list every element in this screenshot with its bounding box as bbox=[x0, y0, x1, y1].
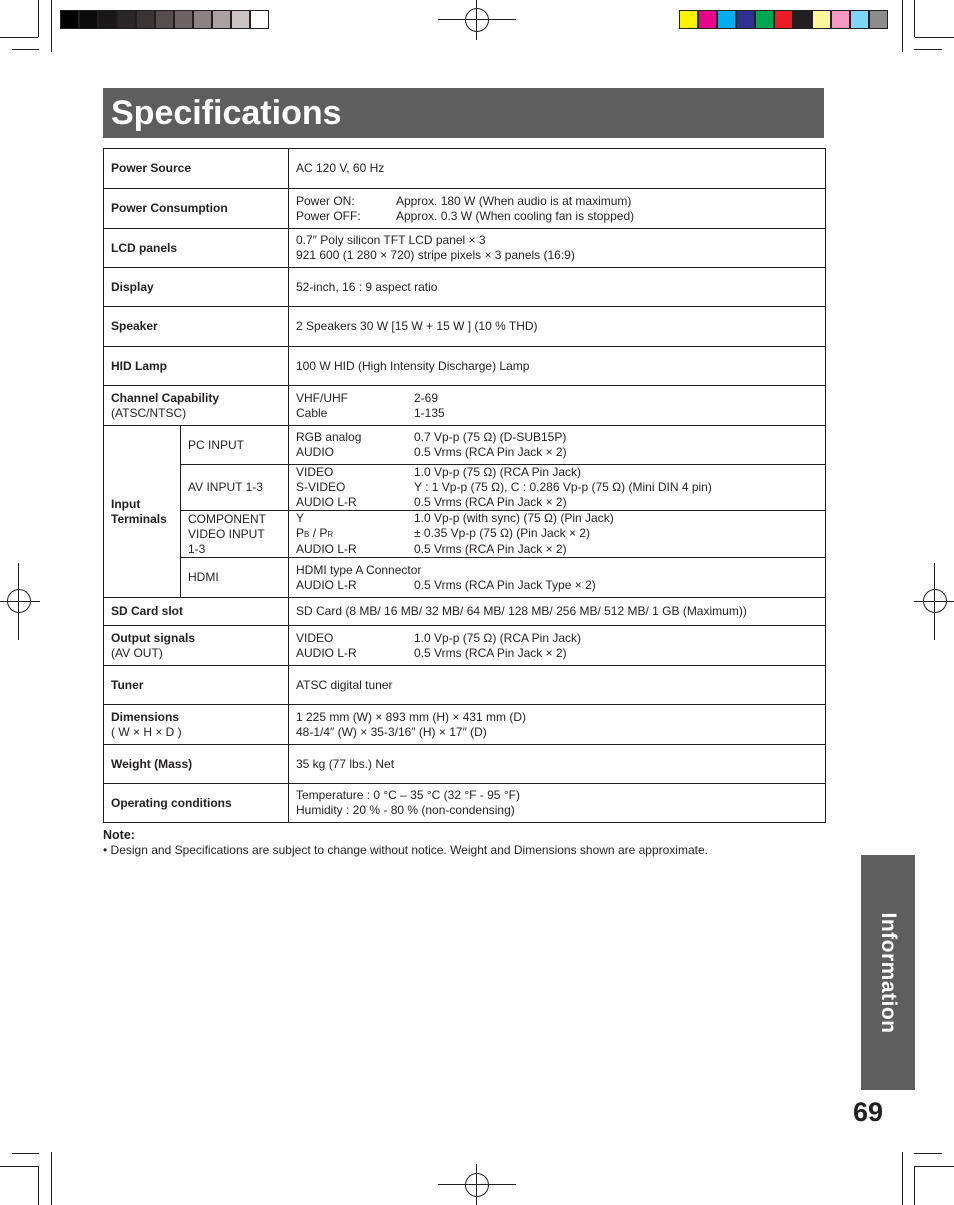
spec-value-key: PB / PR bbox=[296, 526, 334, 540]
spec-value-key: ATSC digital tuner bbox=[296, 677, 393, 692]
spec-value-text: 0.5 Vrms (RCA Pin Jack × 2) bbox=[414, 542, 567, 556]
spec-value-line bbox=[296, 161, 818, 176]
spec-value-line bbox=[296, 430, 818, 445]
spec-value-key: AUDIO L-R bbox=[296, 577, 357, 592]
spec-value-line bbox=[296, 445, 818, 460]
spec-label: SD Card slot bbox=[111, 604, 184, 618]
color-swatch bbox=[869, 10, 888, 29]
color-swatch bbox=[193, 10, 212, 29]
input-terminal-row bbox=[104, 426, 826, 465]
spec-value-key: 0.7″ Poly silicon TFT LCD panel × 3 bbox=[296, 233, 486, 247]
spec-value-line bbox=[296, 280, 818, 295]
spec-value-key: HDMI type A Connector bbox=[296, 562, 422, 577]
spec-value-line bbox=[296, 406, 818, 421]
spec-row bbox=[104, 268, 826, 307]
spec-value-key: 48-1/4″ (W) × 35-3/16″ (H) × 17″ (D) bbox=[296, 724, 487, 739]
spec-value-key: VHF/UHF bbox=[296, 390, 348, 405]
input-name: COMPONENT bbox=[188, 511, 266, 526]
spec-value-line bbox=[296, 578, 818, 593]
spec-label: Dimensions bbox=[111, 709, 180, 724]
spec-row bbox=[104, 745, 826, 784]
spec-value-key: AUDIO L-R bbox=[296, 495, 357, 509]
color-swatch bbox=[250, 10, 269, 29]
spec-value-cell bbox=[289, 426, 826, 465]
spec-value-line bbox=[296, 542, 818, 557]
spec-value-key: Temperature : 0 °C – 35 °C (32 °F - 95 °F) bbox=[296, 788, 520, 802]
spec-value-key: AUDIO L-R bbox=[296, 542, 357, 556]
spec-label-cell bbox=[104, 386, 289, 426]
color-swatch bbox=[850, 10, 869, 29]
spec-row bbox=[104, 189, 826, 229]
spec-value-key: 35 kg (77 lbs.) Net bbox=[296, 756, 395, 771]
spec-label-cell bbox=[104, 626, 289, 666]
spec-value-key: 100 W HID (High Intensity Discharge) Lamp bbox=[296, 358, 530, 373]
spec-label: Operating conditions bbox=[111, 795, 232, 810]
spec-label-cell bbox=[104, 189, 289, 229]
spec-value-text: Approx. 180 W (When audio is at maximum) bbox=[396, 193, 632, 208]
spec-value-key: Cable bbox=[296, 405, 328, 420]
spec-value-text: 1-135 bbox=[414, 405, 445, 420]
spec-label: Power Source bbox=[111, 161, 192, 175]
spec-label-cell bbox=[104, 307, 289, 347]
spec-value-line bbox=[296, 465, 818, 480]
spec-value-line bbox=[296, 248, 818, 263]
spec-value-key: 921 600 (1 280 × 720) stripe pixels × 3 panels (16:9) bbox=[296, 248, 575, 262]
spec-row bbox=[104, 598, 826, 626]
spec-label: Weight (Mass) bbox=[111, 756, 193, 771]
spec-value-line bbox=[296, 631, 818, 646]
spec-label-cell bbox=[104, 705, 289, 745]
color-swatch bbox=[793, 10, 812, 29]
spec-value-cell bbox=[289, 149, 826, 189]
spec-label: Speaker bbox=[111, 319, 158, 333]
spec-row bbox=[104, 229, 826, 268]
specifications-table bbox=[103, 148, 826, 823]
spec-label: LCD panels bbox=[111, 240, 178, 255]
spec-value-text: Y : 1 Vp-p (75 Ω), C : 0.286 Vp-p (75 Ω) (Mini DIN 4 pin) bbox=[414, 480, 712, 494]
spec-value-key: SD Card (8 MB/ 16 MB/ 32 MB/ 64 MB/ 128 MB/ 256 MB/ 512 MB/ 1 GB (Maximum)) bbox=[296, 604, 747, 618]
spec-value-line bbox=[296, 803, 818, 818]
spec-label: Output signals bbox=[111, 630, 195, 645]
spec-row bbox=[104, 347, 826, 386]
color-swatch bbox=[774, 10, 793, 29]
color-swatch bbox=[231, 10, 250, 29]
spec-label: Power Consumption bbox=[111, 201, 228, 215]
spec-label: Display bbox=[111, 279, 154, 294]
input-terminals-label: Terminals bbox=[111, 511, 167, 526]
spec-label-sub: (ATSC/NTSC) bbox=[111, 405, 187, 420]
spec-value-key: VIDEO bbox=[296, 630, 334, 645]
spec-row bbox=[104, 307, 826, 347]
spec-value-line bbox=[296, 194, 818, 209]
spec-label-cell bbox=[104, 666, 289, 705]
spec-row bbox=[104, 149, 826, 189]
spec-value-line bbox=[296, 725, 818, 740]
input-name-cell bbox=[181, 426, 289, 465]
spec-label-sub: ( W × H × D ) bbox=[111, 724, 182, 739]
spec-value-key: AC 120 V, 60 Hz bbox=[296, 161, 385, 175]
spec-value-text: 1.0 Vp-p (75 Ω) (RCA Pin Jack) bbox=[414, 465, 582, 479]
spec-value-text: 1.0 Vp-p (75 Ω) (RCA Pin Jack) bbox=[414, 630, 582, 645]
spec-value-line bbox=[296, 359, 818, 374]
input-name-cell bbox=[181, 511, 289, 558]
spec-value-cell bbox=[289, 626, 826, 666]
spec-value-key: 52-inch, 16 : 9 aspect ratio bbox=[296, 279, 438, 294]
spec-value-line bbox=[296, 233, 818, 248]
spec-value-text: Approx. 0.3 W (When cooling fan is stopped) bbox=[396, 208, 635, 223]
spec-value-key: Y bbox=[296, 511, 305, 525]
spec-value-line bbox=[296, 209, 818, 224]
spec-value-text: ± 0.35 Vp-p (75 Ω) (Pin Jack × 2) bbox=[414, 526, 590, 540]
spec-value-cell bbox=[289, 745, 826, 784]
spec-value-line bbox=[296, 480, 818, 495]
spec-value-text: 0.5 Vrms (RCA Pin Jack × 2) bbox=[414, 445, 567, 459]
spec-value-key: RGB analog bbox=[296, 430, 362, 444]
spec-row bbox=[104, 386, 826, 426]
color-swatch bbox=[831, 10, 850, 29]
spec-row bbox=[104, 626, 826, 666]
input-terminals-label-cell bbox=[104, 426, 181, 598]
spec-label: Tuner bbox=[111, 677, 144, 692]
spec-value-cell bbox=[289, 347, 826, 386]
input-terminal-row bbox=[104, 511, 826, 558]
color-swatch bbox=[60, 10, 79, 29]
spec-value-line bbox=[296, 563, 818, 578]
color-swatch bbox=[717, 10, 736, 29]
spec-value-key: 2 Speakers 30 W [15 W + 15 W ] (10 % THD) bbox=[296, 319, 538, 333]
spec-value-text: 1.0 Vp-p (with sync) (75 Ω) (Pin Jack) bbox=[414, 511, 614, 525]
spec-value-key: S-VIDEO bbox=[296, 480, 346, 494]
input-name: 1-3 bbox=[188, 541, 206, 556]
spec-value-line bbox=[296, 604, 818, 619]
spec-value-key: VIDEO bbox=[296, 465, 334, 479]
spec-value-cell bbox=[289, 784, 826, 823]
color-swatch bbox=[174, 10, 193, 29]
spec-value-line bbox=[296, 526, 818, 542]
spec-value-line bbox=[296, 757, 818, 772]
spec-value-key: Humidity : 20 % - 80 % (non-condensing) bbox=[296, 803, 515, 817]
page-title: Specifications bbox=[111, 94, 342, 132]
spec-label-cell bbox=[104, 745, 289, 784]
spec-label-sub: (AV OUT) bbox=[111, 645, 163, 660]
color-swatch bbox=[755, 10, 774, 29]
process-color-bar bbox=[679, 10, 888, 29]
spec-value-key: Power OFF: bbox=[296, 208, 361, 223]
spec-value-line bbox=[296, 495, 818, 510]
spec-label-cell bbox=[104, 229, 289, 268]
color-swatch bbox=[136, 10, 155, 29]
section-tab-label: Information bbox=[877, 912, 900, 1033]
note-section bbox=[103, 828, 708, 858]
spec-value-line bbox=[296, 710, 818, 725]
spec-value-cell bbox=[289, 268, 826, 307]
spec-value-key: AUDIO L-R bbox=[296, 645, 357, 660]
spec-value-key: Power ON: bbox=[296, 193, 355, 208]
spec-value-key: 1 225 mm (W) × 893 mm (H) × 431 mm (D) bbox=[296, 709, 527, 724]
input-terminal-row bbox=[104, 558, 826, 598]
input-name-cell bbox=[181, 558, 289, 598]
spec-label-cell bbox=[104, 784, 289, 823]
color-swatch bbox=[98, 10, 117, 29]
section-tab-information bbox=[861, 855, 915, 1090]
spec-value-cell bbox=[289, 705, 826, 745]
page-number: 69 bbox=[853, 1097, 884, 1127]
input-name: AV INPUT 1-3 bbox=[188, 480, 263, 494]
spec-value-cell bbox=[289, 386, 826, 426]
input-name: VIDEO INPUT bbox=[188, 526, 265, 541]
spec-row bbox=[104, 666, 826, 705]
spec-value-text: 0.7 Vp-p (75 Ω) (D-SUB15P) bbox=[414, 430, 567, 444]
spec-value-cell bbox=[289, 465, 826, 511]
spec-value-cell bbox=[289, 189, 826, 229]
spec-label-cell bbox=[104, 149, 289, 189]
spec-value-line bbox=[296, 678, 818, 693]
color-swatch bbox=[79, 10, 98, 29]
spec-value-text: 0.5 Vrms (RCA Pin Jack × 2) bbox=[414, 495, 567, 509]
color-swatch bbox=[679, 10, 698, 29]
note-title: Note: bbox=[103, 828, 135, 842]
spec-value-text: 2-69 bbox=[414, 390, 439, 405]
spec-value-cell bbox=[289, 229, 826, 268]
color-swatch bbox=[155, 10, 174, 29]
spec-value-line bbox=[296, 511, 818, 526]
spec-label-cell bbox=[104, 347, 289, 386]
spec-label: Channel Capability bbox=[111, 390, 220, 405]
spec-row bbox=[104, 784, 826, 823]
spec-value-text: 0.5 Vrms (RCA Pin Jack Type × 2) bbox=[414, 577, 596, 592]
page-header-bar bbox=[103, 88, 824, 138]
spec-value-cell bbox=[289, 666, 826, 705]
input-terminals-label: Input bbox=[111, 496, 141, 511]
spec-value-cell bbox=[289, 558, 826, 598]
spec-value-text: 0.5 Vrms (RCA Pin Jack × 2) bbox=[414, 645, 567, 660]
note-text: • Design and Specifications are subject to change without notice. Weight and Dimensions shown are approximate. bbox=[103, 843, 708, 857]
color-swatch bbox=[736, 10, 755, 29]
spec-value-line bbox=[296, 788, 818, 803]
spec-label-cell bbox=[104, 598, 289, 626]
spec-value-line bbox=[296, 391, 818, 406]
color-swatch bbox=[117, 10, 136, 29]
input-name: PC INPUT bbox=[188, 437, 245, 452]
input-terminal-row bbox=[104, 465, 826, 511]
spec-label: HID Lamp bbox=[111, 358, 168, 373]
input-name: HDMI bbox=[188, 570, 219, 584]
spec-value-cell bbox=[289, 511, 826, 558]
input-name-cell bbox=[181, 465, 289, 511]
color-swatch bbox=[212, 10, 231, 29]
spec-value-cell bbox=[289, 598, 826, 626]
spec-value-cell bbox=[289, 307, 826, 347]
spec-row bbox=[104, 705, 826, 745]
spec-value-line bbox=[296, 319, 818, 334]
spec-label-cell bbox=[104, 268, 289, 307]
color-swatch bbox=[812, 10, 831, 29]
spec-value-line bbox=[296, 646, 818, 661]
color-swatch bbox=[698, 10, 717, 29]
grayscale-color-bar bbox=[60, 10, 269, 29]
spec-value-key: AUDIO bbox=[296, 445, 335, 459]
